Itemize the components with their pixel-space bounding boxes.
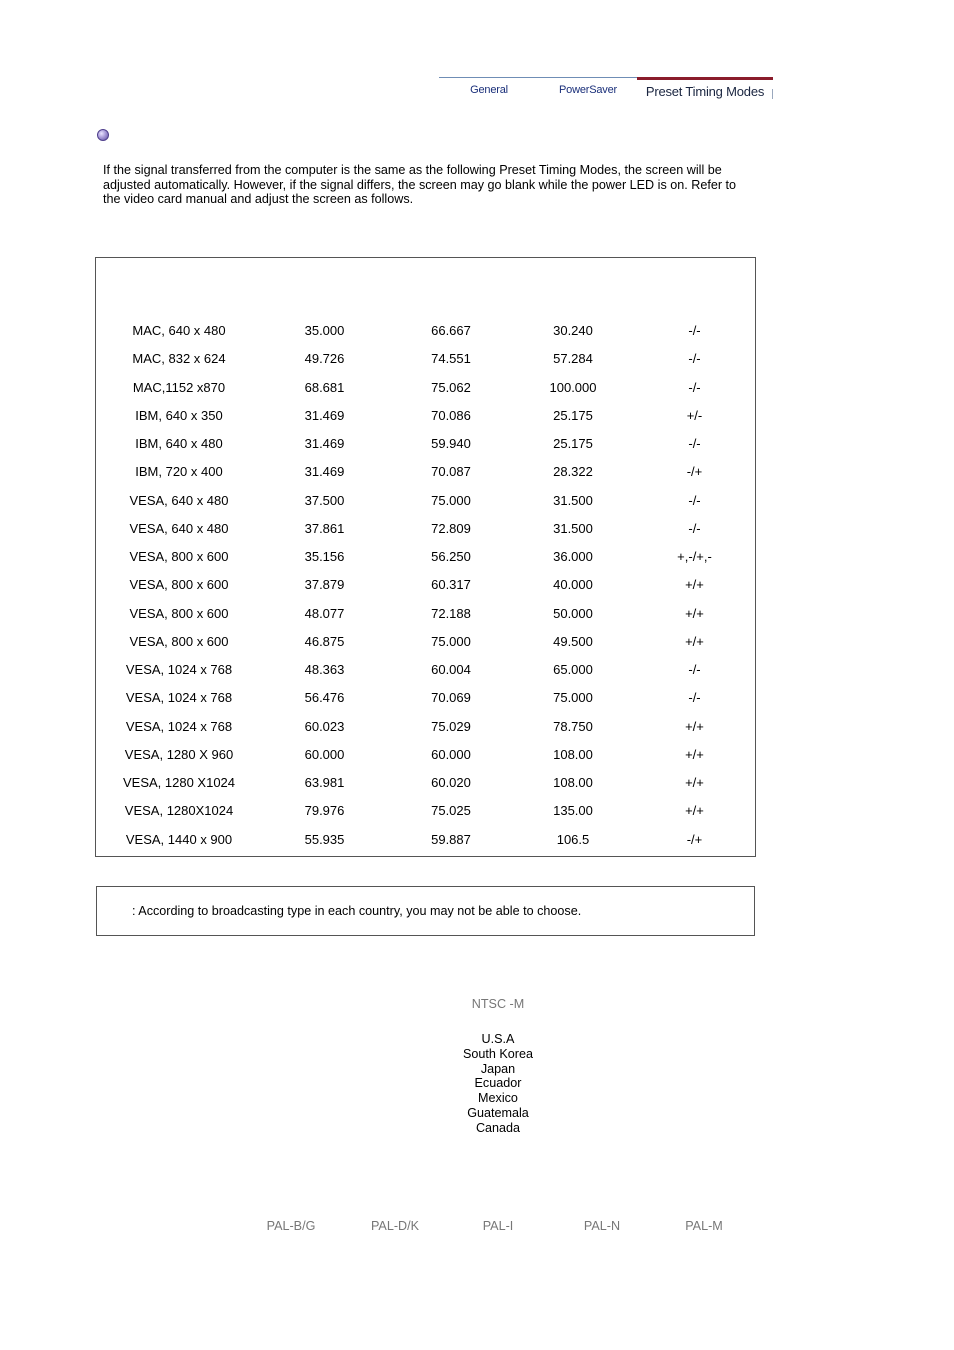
table-cell: 36.000: [553, 549, 593, 564]
table-cell: 106.5: [556, 831, 590, 847]
table-cell: 35.000: [304, 323, 345, 338]
table-cell: VESA, 1024 x 768: [125, 690, 233, 706]
table-cell: 37.500: [304, 492, 345, 508]
table-cell: 59.887: [431, 831, 471, 847]
pal-m-label: PAL-M: [685, 1219, 723, 1233]
table-cell: VESA, 640 x 480: [129, 492, 229, 508]
table-cell: 75.025: [431, 803, 471, 819]
table-cell: 40.000: [553, 577, 593, 593]
note-box: [96, 886, 755, 936]
table-cell: IBM, 640 x 480: [135, 436, 223, 451]
country-item: South Korea: [462, 1046, 534, 1061]
tab-powersaver[interactable]: [539, 77, 637, 101]
table-cell: 55.935: [304, 831, 345, 847]
table-cell: -/-: [688, 662, 701, 677]
country-item: Canada: [475, 1120, 521, 1135]
tab-preset-timing-modes-label: Preset Timing Modes: [645, 84, 765, 99]
table-cell: VESA, 1280 X1024: [122, 775, 236, 790]
tab-divider: [772, 89, 773, 99]
table-cell: VESA, 800 x 600: [129, 633, 229, 649]
table-row: [96, 719, 755, 739]
table-cell: 75.062: [431, 379, 471, 395]
table-cell: VESA, 1024 x 768: [125, 662, 233, 677]
table-row: [96, 606, 755, 626]
table-row: [96, 775, 755, 795]
table-row: [96, 464, 755, 484]
table-cell: 37.879: [304, 577, 345, 593]
table-cell: 63.981: [304, 775, 345, 790]
table-cell: 68.681: [304, 379, 345, 395]
table-cell: 35.156: [304, 549, 345, 564]
country-item: Japan: [480, 1061, 516, 1076]
table-cell: 70.069: [431, 690, 471, 706]
table-cell: -/-: [688, 492, 701, 508]
table-row: [96, 634, 755, 654]
table-cell: +/+: [685, 577, 704, 593]
table-cell: 59.940: [431, 436, 471, 451]
table-cell: IBM, 720 x 400: [135, 464, 223, 480]
table-row: [96, 662, 755, 682]
table-cell: 31.469: [304, 407, 345, 423]
table-cell: +/+: [685, 605, 704, 621]
table-cell: 48.363: [304, 662, 345, 677]
table-cell: MAC, 640 x 480: [132, 323, 226, 338]
table-cell: VESA, 800 x 600: [129, 605, 229, 621]
table-cell: 57.284: [553, 351, 593, 367]
table-row: [96, 380, 755, 400]
bullet-icon: [97, 129, 109, 141]
table-cell: 31.469: [304, 436, 345, 451]
table-cell: 75.000: [431, 633, 471, 649]
table-cell: 30.240: [553, 323, 593, 338]
table-row: [96, 351, 755, 371]
pal-dk-label: PAL-D/K: [370, 1219, 420, 1233]
table-cell: 100.000: [549, 379, 597, 395]
table-cell: +/+: [685, 633, 704, 649]
table-cell: 72.809: [431, 520, 471, 536]
table-cell: 75.029: [431, 718, 471, 734]
table-cell: 60.000: [304, 746, 345, 762]
table-cell: +/-: [686, 407, 703, 423]
table-row: [96, 493, 755, 513]
table-cell: -/-: [688, 436, 701, 451]
table-cell: 25.175: [553, 407, 593, 423]
table-cell: 31.469: [304, 464, 345, 480]
table-cell: 72.188: [431, 605, 471, 621]
table-cell: MAC, 832 x 624: [132, 351, 226, 367]
table-cell: VESA, 800 x 600: [129, 577, 229, 593]
table-cell: 108.00: [553, 775, 593, 790]
table-cell: 25.175: [553, 436, 593, 451]
table-cell: 49.500: [553, 633, 593, 649]
tab-bar: [439, 77, 773, 101]
table-cell: 46.875: [304, 633, 345, 649]
table-cell: 60.000: [431, 746, 471, 762]
table-cell: 60.020: [431, 775, 471, 790]
pal-bg-label: PAL-B/G: [266, 1219, 316, 1233]
table-row: [96, 408, 755, 428]
table-cell: 37.861: [304, 520, 345, 536]
tab-general[interactable]: [439, 77, 539, 101]
table-cell: VESA, 800 x 600: [129, 549, 229, 564]
table-cell: 70.086: [431, 407, 471, 423]
table-cell: 70.087: [431, 464, 471, 480]
table-row: [96, 549, 755, 569]
table-cell: VESA, 640 x 480: [129, 520, 229, 536]
table-cell: -/-: [688, 520, 701, 536]
table-cell: 31.500: [553, 492, 593, 508]
table-row: [96, 832, 755, 852]
table-cell: -/+: [686, 464, 703, 480]
table-cell: +/+: [685, 775, 704, 790]
note-text: : According to broadcasting type in each country, you may not be able to choose.: [132, 904, 582, 918]
table-cell: 56.250: [431, 549, 471, 564]
table-row: [96, 690, 755, 710]
table-cell: 28.322: [553, 464, 593, 480]
table-cell: -/-: [688, 351, 701, 367]
table-row: [96, 577, 755, 597]
pal-i-label: PAL-I: [482, 1219, 514, 1233]
pal-n-label: PAL-N: [583, 1219, 621, 1233]
table-cell: 75.000: [553, 690, 593, 706]
table-cell: 60.004: [431, 662, 471, 677]
table-cell: 74.551: [431, 351, 471, 367]
table-row: [96, 436, 755, 456]
table-cell: -/+: [686, 831, 703, 847]
table-cell: -/-: [688, 323, 701, 338]
intro-text: If the signal transferred from the computer is the same as the following Preset Timing Modes, the screen will be adjusted automatically. However, if the signal differs, the screen may go blank while the power LED is on. Refer to the video card manual and adjust the screen as follows.: [103, 163, 737, 207]
table-cell: 48.077: [304, 605, 345, 621]
table-cell: -/-: [688, 690, 701, 706]
table-cell: +/+: [685, 803, 704, 819]
table-cell: 60.023: [304, 718, 345, 734]
table-cell: 60.317: [431, 577, 471, 593]
ntsc-country-list: [398, 1032, 598, 1136]
preset-timing-table: [95, 257, 756, 857]
table-cell: +/+: [685, 746, 704, 762]
table-cell: 31.500: [553, 520, 593, 536]
table-cell: 49.726: [304, 351, 345, 367]
table-row: [96, 323, 755, 343]
tab-powersaver-label: PowerSaver: [559, 84, 617, 96]
table-cell: MAC,1152 x870: [132, 379, 226, 395]
country-item: Ecuador: [474, 1076, 522, 1091]
table-cell: 50.000: [553, 605, 593, 621]
table-cell: 66.667: [431, 323, 471, 338]
ntsc-header: NTSC -M: [471, 997, 525, 1011]
table-cell: VESA, 1440 x 900: [125, 831, 233, 847]
table-cell: 65.000: [553, 662, 593, 677]
country-item: Guatemala: [467, 1105, 529, 1120]
table-cell: VESA, 1280 X 960: [124, 746, 234, 762]
table-cell: 79.976: [304, 803, 345, 819]
tab-general-label: General: [470, 84, 508, 96]
table-cell: VESA, 1024 x 768: [125, 718, 233, 734]
table-cell: IBM, 640 x 350: [135, 407, 223, 423]
country-item: Mexico: [478, 1091, 518, 1106]
country-item: U.S.A: [481, 1032, 515, 1046]
table-cell: +,-/+,-: [677, 549, 712, 564]
table-cell: 108.00: [553, 746, 593, 762]
table-row: [96, 521, 755, 541]
table-cell: +/+: [685, 718, 704, 734]
table-cell: 75.000: [431, 492, 471, 508]
table-row: [96, 747, 755, 767]
table-cell: 135.00: [553, 803, 593, 819]
table-cell: -/-: [688, 379, 701, 395]
tab-preset-timing-modes[interactable]: [637, 77, 773, 101]
table-row: [96, 803, 755, 823]
table-cell: 78.750: [553, 718, 593, 734]
table-cell: 56.476: [304, 690, 345, 706]
table-cell: VESA, 1280X1024: [124, 803, 234, 819]
